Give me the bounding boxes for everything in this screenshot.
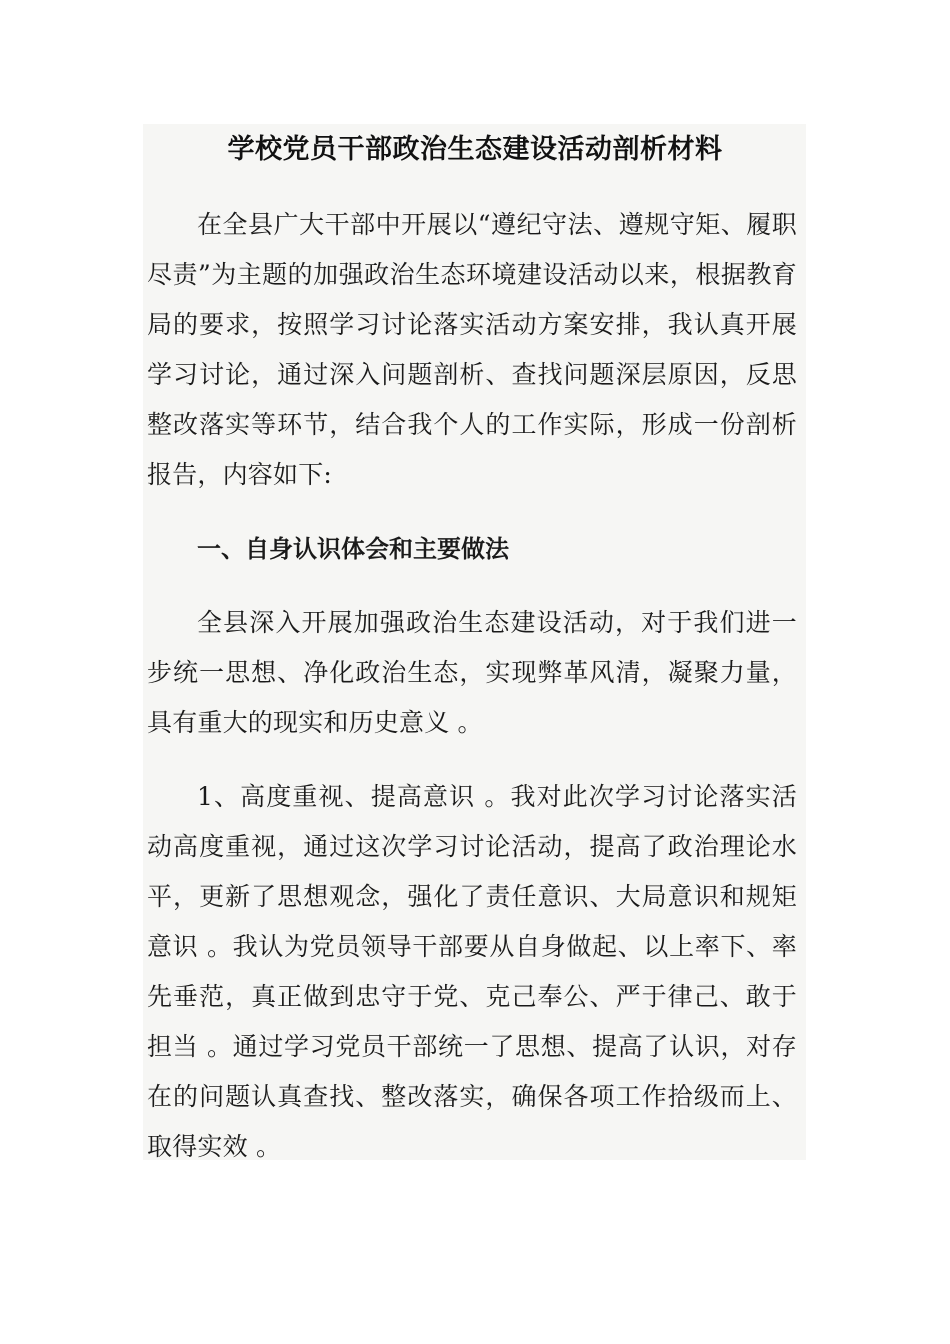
spacer — [147, 500, 797, 524]
section-paragraph-1: 全县深入开展加强政治生态建设活动，对于我们进一步统一思想、净化政治生态，实现弊革风清，凝聚力量，具有重大的现实和历史意义 。 — [147, 608, 797, 737]
document-body — [147, 200, 797, 1172]
section-heading: 一、自身认识体会和主要做法 — [197, 534, 509, 563]
section-paragraph-2: 1、高度重视、提高意识 。我对此次学习讨论落实活动高度重视，通过这次学习讨论活动，提高了政治理论水平，更新了思想观念，强化了责任意识、大局意识和规矩意识 。我认为党员领导干部要从自身做起、以上率下、率先垂范，真正做到忠守于党、克己奉公、严于律己、敢于担当 。通过学习党员干部统一了思想、提高了认识，对存在的问题认真查找、整改落实，确保各项工作拾级而上、取得实效 。 — [147, 782, 797, 1161]
spacer — [147, 748, 797, 772]
intro-paragraph: 在全县广大干部中开展以“遵纪守法、遵规守矩、履职尽责”为主题的加强政治生态环境建设活动以来，根据教育局的要求，按照学习讨论落实活动方案安排，我认真开展学习讨论，通过深入问题剖析、查找问题深层原因，反思整改落实等环节，结合我个人的工作实际，形成一份剖析报告，内容如下: — [147, 210, 797, 489]
spacer — [147, 574, 797, 598]
document-title: 学校党员干部政治生态建设活动剖析材料 — [227, 134, 723, 165]
